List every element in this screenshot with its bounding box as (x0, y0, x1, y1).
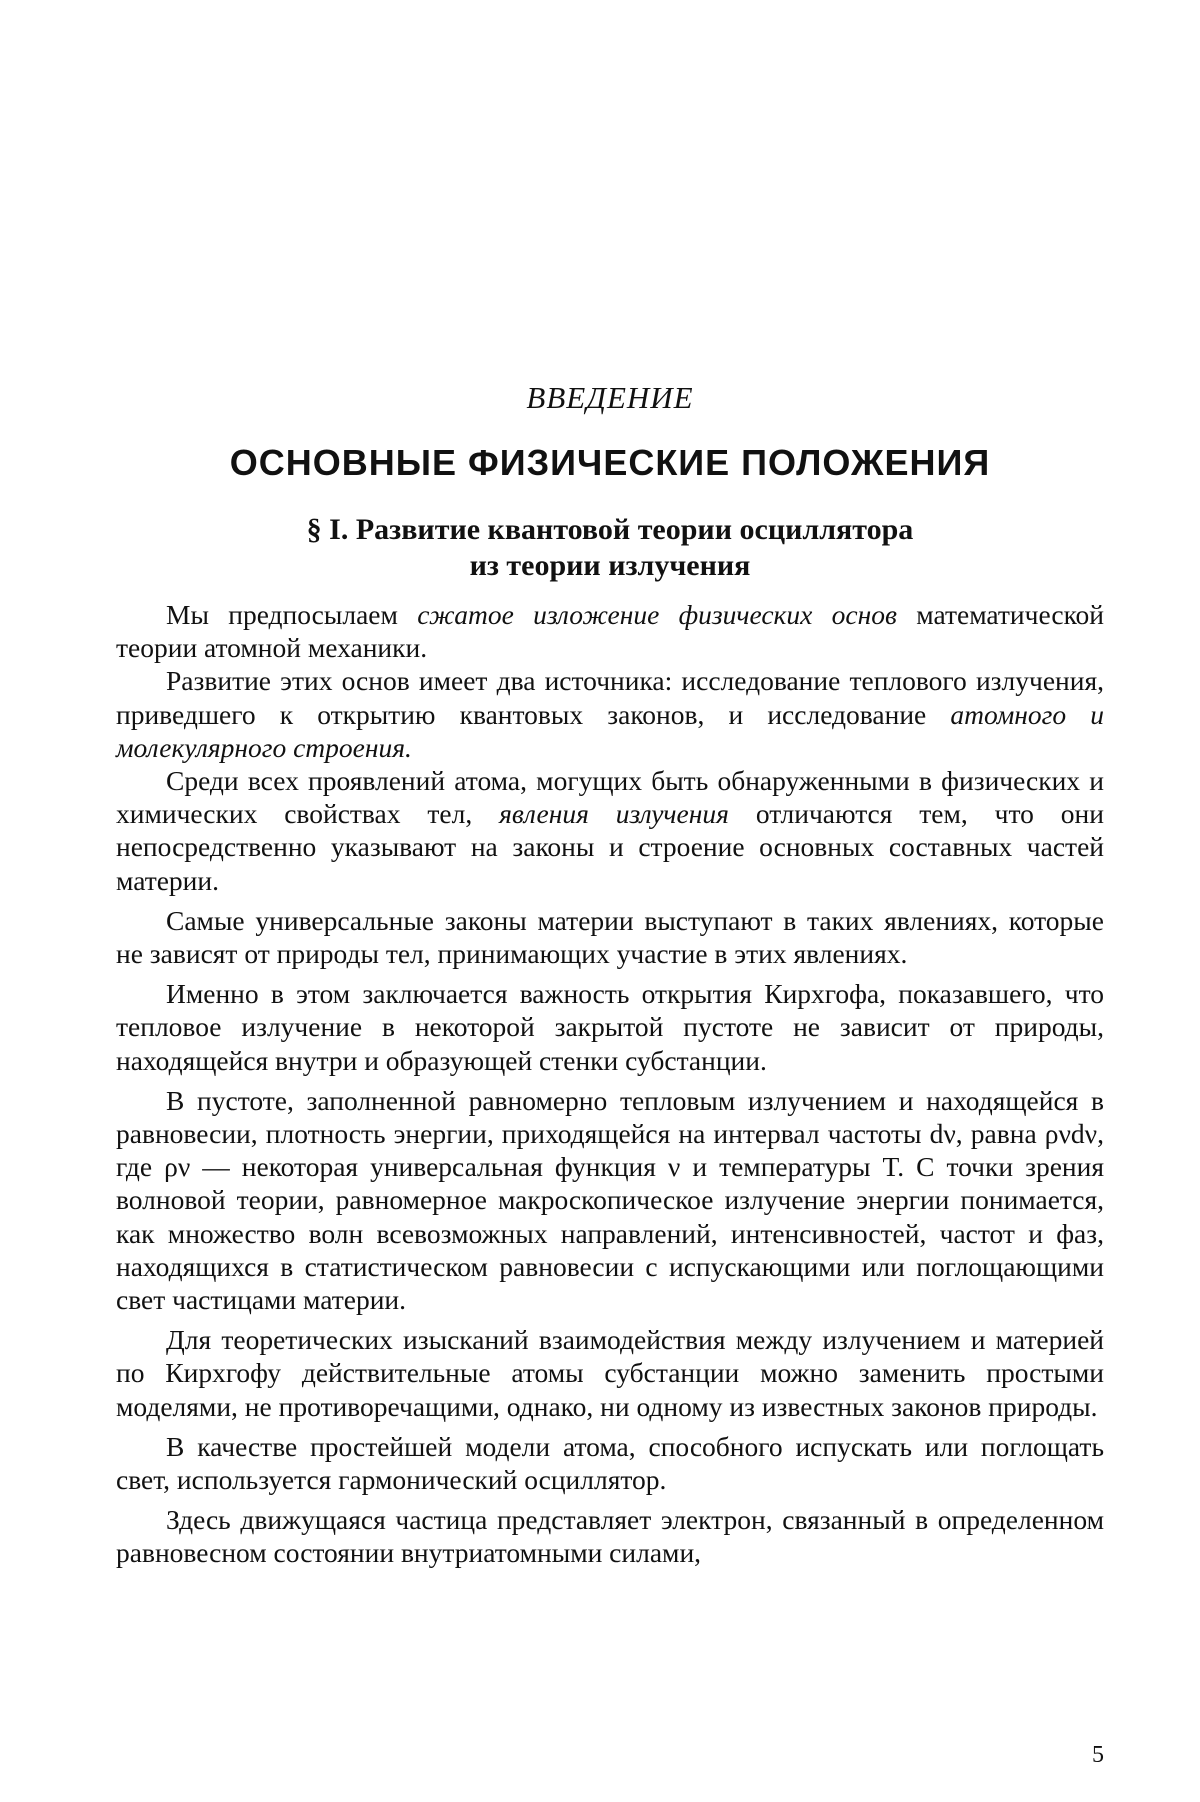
paragraph-4: Самые универсальные законы материи выступают в таких явлениях, которые не зависят от природы тел, принимающих участие в этих явлениях. (116, 904, 1104, 970)
section-title-line-2: из теории излучения (469, 549, 751, 582)
paragraph-1: Мы предпосылаем сжатое изложение физических основ математической теории атомной механики. (116, 599, 1105, 664)
paragraph-2: Развитие этих основ имеет два источника: исследование теплового излучения, приведшего к открытию квантовых законов, и исследование атомного и молекулярного строения. (116, 665, 1105, 763)
paragraph-6: В пустоте, заполненной равномерно тепловым излучением и находящейся в равновесии, плотность энергии, приходящейся на интервал частоты dν, равна ρνdν, где ρν — некоторая универсальная функция ν и температуры T. С точки зрения волновой теории, равномерное макроскопическое излучение энергии понимается, как множество волн всевозможных направлений, интенсивностей, частот и фаз, находящихся в статистическом равновесии с испускающими или поглощающими свет частицами материи. (116, 1084, 1104, 1316)
paragraph-5: Именно в этом заключается важность открытия Кирхгофа, показавшего, что тепловое излучение в некоторой закрытой пустоте не зависит от природы, находящейся внутри и образующей стенки субстанции. (116, 978, 1104, 1076)
paragraph-3: Среди всех проявлений атома, могущих быть обнаруженными в физических и химических свойствах тел, явления излучения отличаются тем, что они непосредственно указывают на законы и строение основных составных частей материи. (116, 765, 1104, 896)
page-number: 5 (1092, 1742, 1104, 1768)
section-title (116, 512, 1104, 584)
paragraph-7: Для теоретических изысканий взаимодействия между излучением и материей по Кирхгофу действительные атомы субстанции можно заменить простыми моделями, не противоречащими, однако, ни одному из известных законов природы. (116, 1324, 1104, 1422)
section-title-line-1: § I. Развитие квантовой теории осциллятора (306, 513, 914, 546)
paragraph-9: Здесь движущаяся частица представляет электрон, связанный в определенном равновесном состоянии внутриатомными силами, (116, 1504, 1104, 1569)
book-page (116, 0, 1104, 1802)
chapter-label: ВВЕДЕНИЕ (526, 380, 694, 415)
paragraph-8: В качестве простейшей модели атома, способного испускать или поглощать свет, используется гармонический осциллятор. (116, 1430, 1104, 1496)
chapter-title: ОСНОВНЫЕ ФИЗИЧЕСКИЕ ПОЛОЖЕНИЯ (229, 442, 991, 483)
body-text (116, 598, 1104, 1570)
